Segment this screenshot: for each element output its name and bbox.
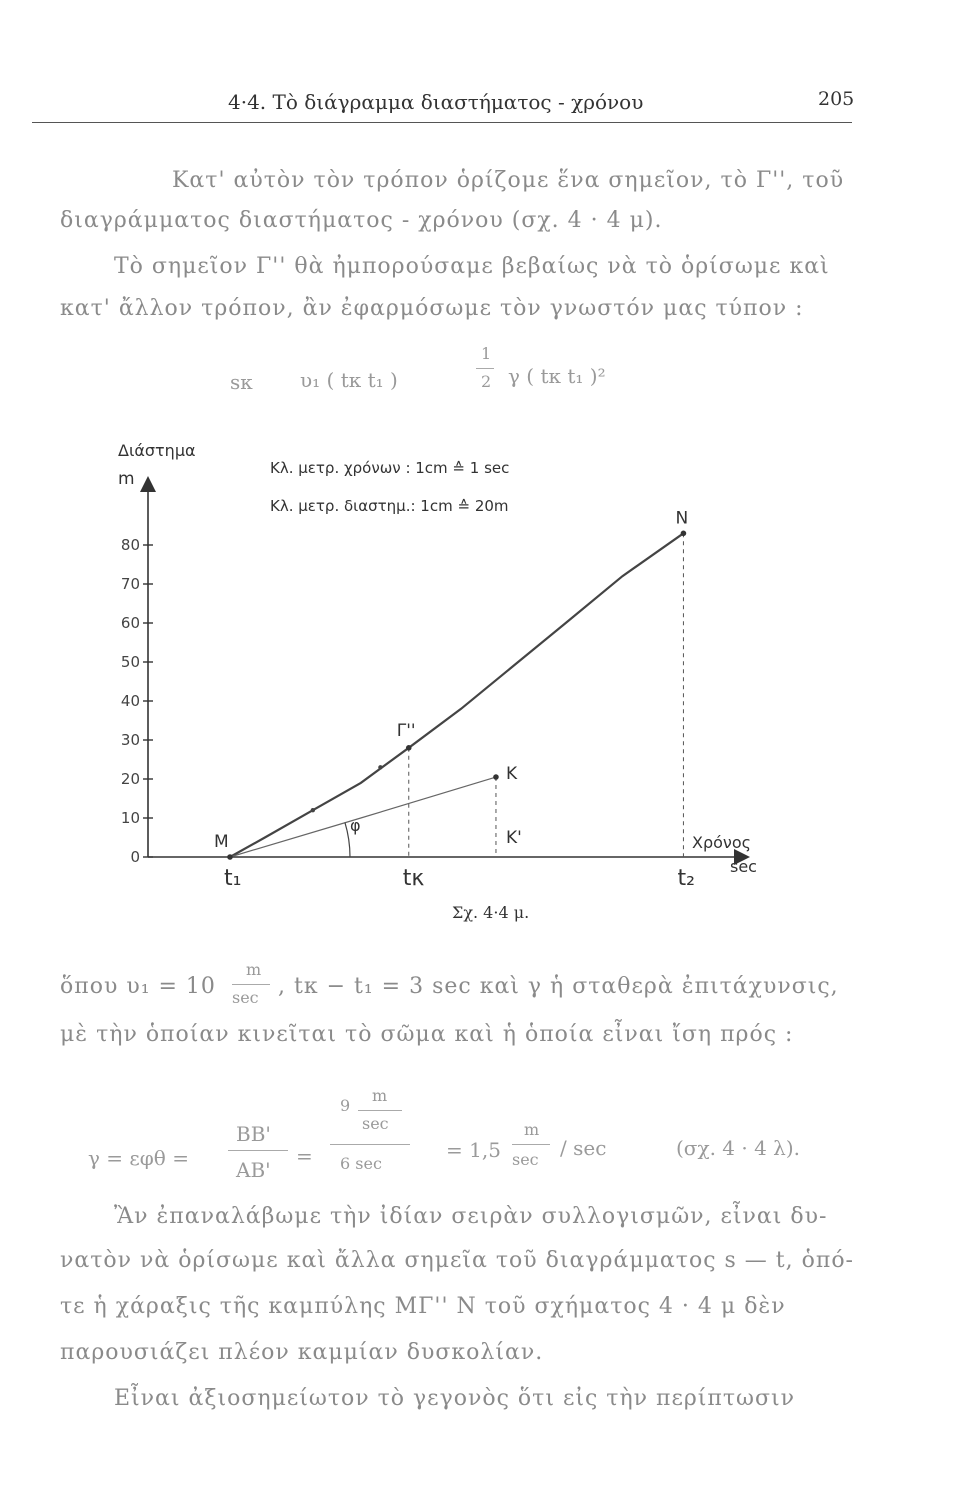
body2-line-1a: ὅπου υ₁ = 10 bbox=[60, 974, 216, 999]
figure-caption: Σχ. 4·4 μ. bbox=[452, 903, 530, 922]
formula2-lhs: γ = εφθ = bbox=[88, 1146, 189, 1170]
series-line-s-t-curve bbox=[230, 533, 683, 857]
y-tick-label-40: 40 bbox=[120, 692, 140, 710]
point-label-N: N bbox=[675, 508, 689, 529]
formula2-frac-bar-1 bbox=[228, 1150, 288, 1151]
y-tick-label-20: 20 bbox=[120, 770, 140, 788]
intro-line-1: Κατ' αὐτὸν τὸν τρόπον ὁρίζομε ἕνα σημεῖον, τὸ Γ'', τοῦ bbox=[172, 168, 845, 193]
point-marker-M bbox=[227, 854, 233, 860]
curve-dot-0 bbox=[311, 808, 315, 812]
formula2-result: = 1,5 bbox=[446, 1138, 501, 1162]
y-tick-label-50: 50 bbox=[120, 653, 140, 671]
point-marker-K bbox=[493, 774, 499, 780]
y-axis-unit: m bbox=[118, 469, 135, 489]
y-tick-label-60: 60 bbox=[120, 614, 140, 632]
x-mark-label-0: t₁ bbox=[224, 866, 242, 891]
x-axis-label: Χρόνος bbox=[692, 833, 752, 852]
body2-line-1b: , tκ − t₁ = 3 sec καὶ γ ἡ σταθερὰ ἐπιτάχυνσις, bbox=[278, 974, 839, 999]
formula2-per-sec: / sec bbox=[560, 1136, 607, 1160]
y-tick-label-70: 70 bbox=[120, 575, 140, 593]
para3-line-3: τε ἡ χάραξις τῆς καμπύλης ΜΓ'' Ν τοῦ σχήματος 4 · 4 μ δὲν bbox=[60, 1294, 786, 1319]
formula-lhs: sκ bbox=[230, 370, 253, 394]
header-rule bbox=[32, 122, 852, 123]
curve-dot-1 bbox=[378, 765, 382, 769]
formula2-frac-bar-inner bbox=[358, 1110, 402, 1111]
formula2-sec: sec bbox=[362, 1114, 389, 1133]
body2-line-2: μὲ τὴν ὁποίαν κινεῖται τὸ σῶμα καὶ ἡ ὁποία εἶναι ἴση πρός : bbox=[60, 1022, 794, 1047]
intro-line-4: κατ' ἄλλον τρόπον, ἂν ἐφαρμόσωμε τὸν γνωστόν μας τύπον : bbox=[60, 296, 804, 321]
angle-label-phi: φ bbox=[350, 816, 361, 835]
body2-frac-sec: sec bbox=[232, 988, 259, 1007]
point-marker-N bbox=[681, 531, 687, 537]
series-line-tangent bbox=[230, 777, 496, 857]
formula2-m2: m bbox=[524, 1120, 540, 1139]
formula-frac-numerator: 1 bbox=[481, 344, 492, 363]
scale-note-time: Κλ. μετρ. χρόνων : 1cm ≙ 1 sec bbox=[270, 459, 510, 477]
x-mark-label-2: t₂ bbox=[677, 866, 695, 891]
para3-line-4: παρουσιάζει πλέον καμμίαν δυσκολίαν. bbox=[60, 1340, 544, 1365]
intro-line-3: Τὸ σημεῖον Γ'' θὰ ἠμπορούσαμε βεβαίως νὰ τὸ ὁρίσωμε καὶ bbox=[114, 254, 830, 279]
distance-time-chart bbox=[0, 420, 959, 900]
point-label-M: M bbox=[214, 832, 229, 852]
y-tick-label-80: 80 bbox=[120, 536, 140, 554]
formula2-frac-bar-2 bbox=[330, 1144, 410, 1145]
y-tick-label-10: 10 bbox=[120, 809, 140, 827]
formula2-six-sec: 6 sec bbox=[340, 1154, 382, 1173]
y-axis-label: Διάστημα bbox=[118, 441, 196, 460]
formula2-reference: (σχ. 4 · 4 λ). bbox=[676, 1136, 801, 1160]
formula2-bb: ΒΒ' bbox=[236, 1122, 271, 1146]
formula2-m: m bbox=[372, 1086, 388, 1105]
page-number: 205 bbox=[818, 88, 855, 110]
body2-frac-m: m bbox=[246, 960, 262, 979]
formula2-ab: ΑΒ' bbox=[236, 1158, 271, 1182]
y-tick-label-30: 30 bbox=[120, 731, 140, 749]
intro-line-2: διαγράμματος διαστήματος - χρόνου (σχ. 4 · 4 μ). bbox=[60, 208, 663, 233]
point-marker-Γpp bbox=[406, 745, 412, 751]
y-tick-label-0: 0 bbox=[130, 848, 140, 866]
page-header-title: 4·4. Τὸ διάγραμμα διαστήματος - χρόνου bbox=[228, 90, 644, 114]
body2-frac-bar bbox=[232, 984, 270, 985]
formula-term-2: γ ( tκ t₁ )² bbox=[508, 364, 606, 388]
scale-note-distance: Κλ. μετρ. διαστημ.: 1cm ≙ 20m bbox=[270, 497, 509, 515]
formula-frac-denominator: 2 bbox=[481, 372, 492, 391]
formula2-frac-bar-3 bbox=[512, 1144, 550, 1145]
point-label-Kp: K' bbox=[505, 828, 522, 848]
formula-frac-bar bbox=[476, 368, 494, 369]
point-label-Γpp: Γ'' bbox=[396, 720, 416, 741]
x-axis-unit: sec bbox=[730, 857, 757, 876]
formula2-nine: 9 bbox=[340, 1096, 351, 1115]
formula2-eq: = bbox=[296, 1144, 313, 1168]
formula-term-1: υ₁ ( tκ t₁ ) bbox=[300, 368, 398, 392]
para3-line-5: Εἶναι ἀξιοσημείωτον τὸ γεγονὸς ὅτι εἰς τὴν περίπτωσιν bbox=[114, 1386, 795, 1411]
para3-line-2: νατὸν νὰ ὁρίσωμε καὶ ἄλλα σημεῖα τοῦ διαγράμματος s — t, ὁπό- bbox=[60, 1248, 854, 1273]
para3-line-1: Ἂν ἐπαναλάβωμε τὴν ἰδίαν σειρὰν συλλογισμῶν, εἶναι δυ- bbox=[114, 1204, 828, 1229]
formula2-sec2: sec bbox=[512, 1150, 539, 1169]
x-mark-label-1: tκ bbox=[402, 866, 425, 891]
point-label-K: K bbox=[505, 764, 518, 785]
